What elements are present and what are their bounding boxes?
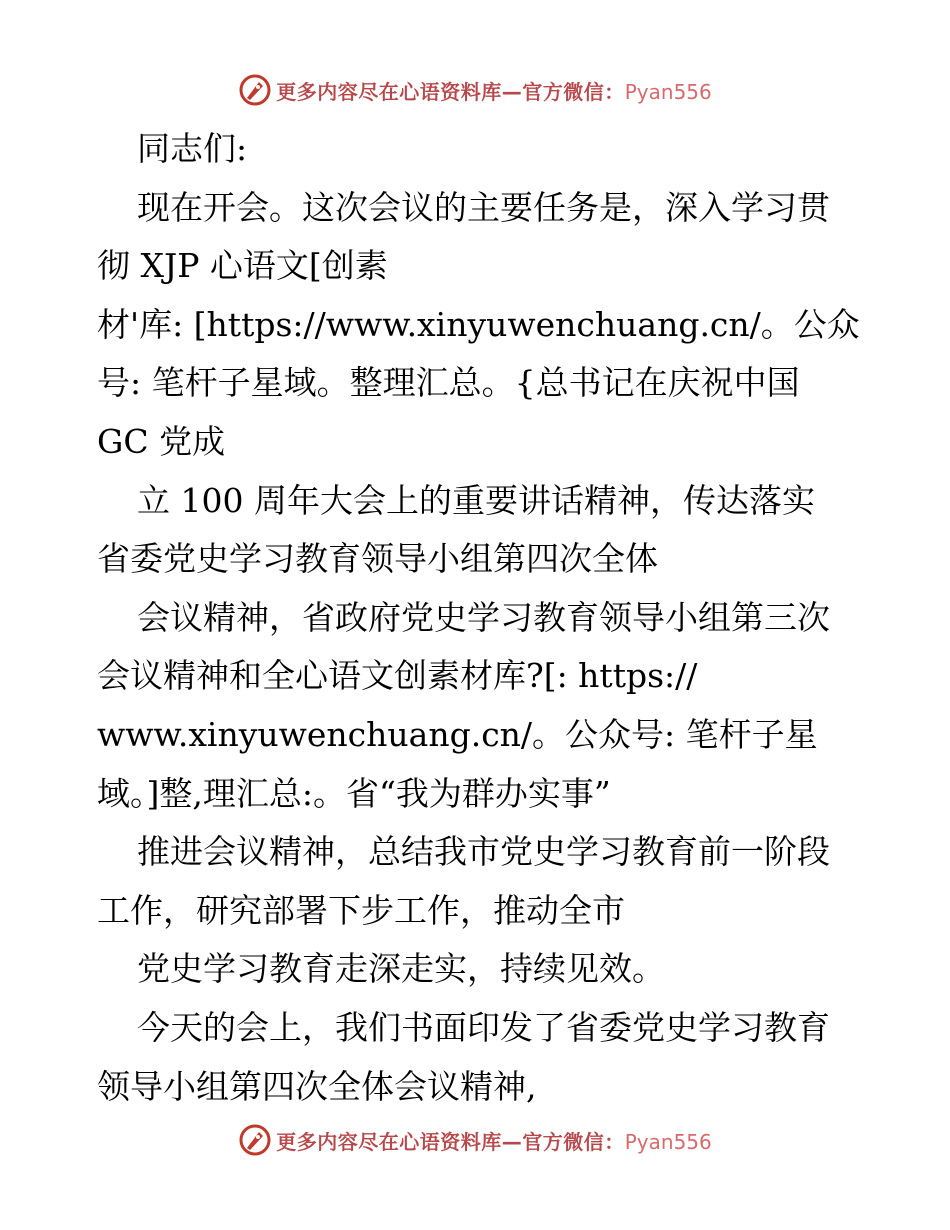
banner-cn-text: 更多内容尽在心语资料库—官方微信：	[276, 1129, 625, 1154]
text-line: 域。]整,理汇总:。省“我为群办实事”	[97, 773, 611, 813]
text-line: 同志们:	[137, 129, 248, 168]
banner-text	[276, 76, 712, 105]
text-line: 党史学习教育走深走实，持续见效。	[137, 949, 665, 989]
pen-nib-circle-icon	[238, 1123, 272, 1157]
text-line: 工作，研究部署下步工作，推动全市	[97, 890, 625, 930]
text-line: www.xinyuwenchuang.cn/。公众号: 笔杆子星	[97, 714, 818, 754]
pen-nib-circle-icon	[238, 73, 272, 107]
banner-wechat-id: Pyan556	[624, 1129, 712, 1154]
text-line: 今天的会上，我们书面印发了省委党史学习教育	[137, 1007, 830, 1047]
text-line: 彻 XJP 心语文[创素	[97, 246, 388, 286]
text-line: 材'库: [https://www.xinyuwenchuang.cn/。公众	[97, 304, 860, 344]
header-banner	[0, 70, 950, 110]
text-line: 领导小组第四次全体会议精神,	[97, 1066, 537, 1106]
text-line: 现在开会。这次会议的主要任务是，深入学习贯	[137, 187, 830, 227]
text-line: GC 党成	[97, 421, 226, 461]
text-line: 会议精神，省政府党史学习教育领导小组第三次	[137, 597, 830, 637]
document-body	[97, 120, 867, 1116]
text-line: 会议精神和全心语文创素材库?[: https://	[97, 656, 698, 696]
text-line: 省委党史学习教育领导小组第四次全体	[97, 539, 658, 579]
text-line: 号: 笔杆子星域。整理汇总。{总书记在庆祝中国	[97, 363, 800, 403]
banner-text	[276, 1126, 712, 1155]
text-line: 立 100 周年大会上的重要讲话精神，传达落实	[137, 480, 815, 520]
text-line: 推进会议精神，总结我市党史学习教育前一阶段	[137, 832, 830, 872]
footer-banner	[0, 1120, 950, 1160]
banner-wechat-id: Pyan556	[624, 79, 712, 104]
banner-cn-text: 更多内容尽在心语资料库—官方微信：	[276, 79, 625, 104]
